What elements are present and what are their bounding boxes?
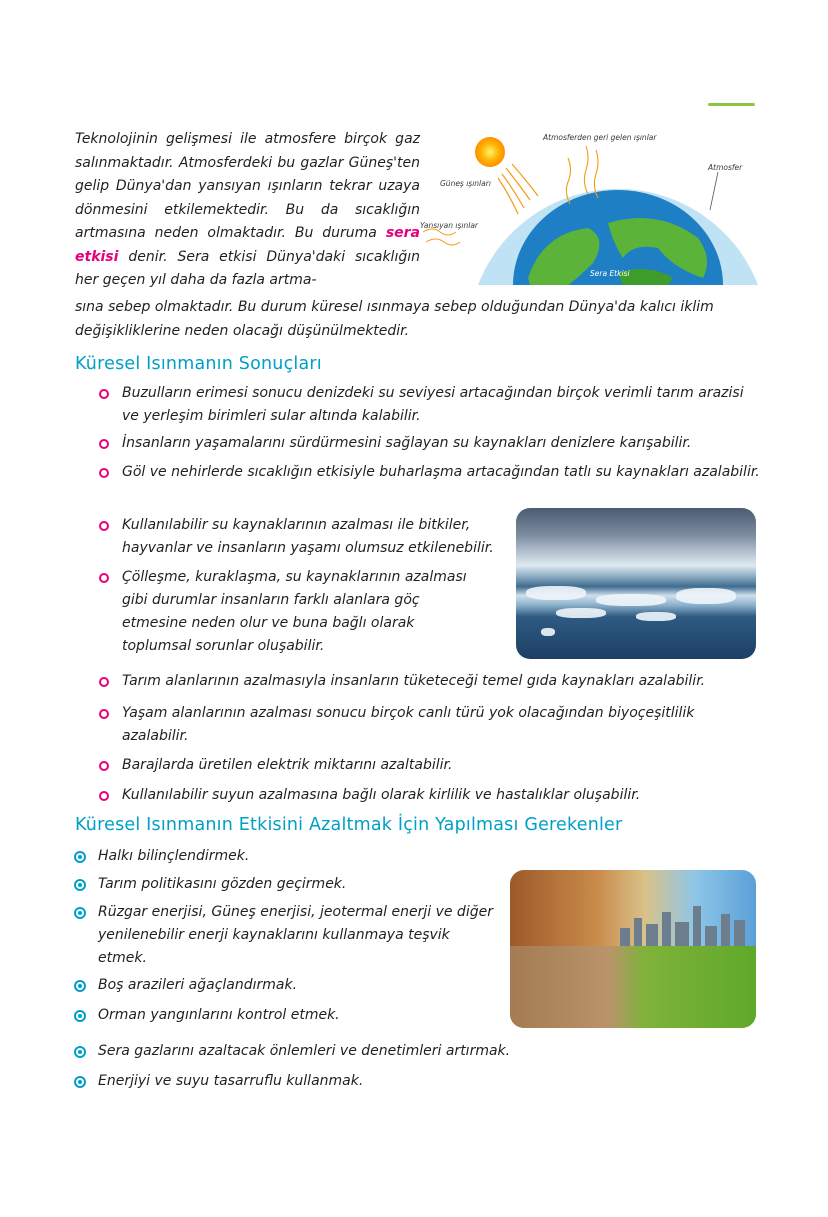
drought-and-city-photo [510, 870, 756, 1028]
consequences-list-middle [122, 514, 510, 664]
consequences-list [122, 382, 762, 509]
consequences-list-bottom [122, 670, 762, 810]
list-item: Buzulların erimesi sonucu denizdeki su seviyesi artacağından birçok verimli tarım arazisi ve yerleşim birimleri sular altında kalabilir. [122, 382, 762, 432]
section-title-consequences: Küresel Isınmanın Sonuçları [75, 354, 322, 374]
label-atmosphere: Atmosfer [708, 163, 743, 172]
list-item: İnsanların yaşamalarını sürdürmesini sağlayan su kaynakları denizlere karışabilir. [122, 432, 762, 461]
list-item: Tarım alanlarının azalmasıyla insanların tüketeceği temel gıda kaynakları azalabilir. [122, 670, 762, 702]
label-reflected-rays: Yansıyan ışınlar [420, 221, 478, 230]
list-item: Çölleşme, kuraklaşma, su kaynaklarının azalması gibi durumlar insanların farklı alanlara göç etmesine neden olur ve buna bağlı olarak toplumsal sorunlar oluşabilir. [122, 566, 510, 664]
list-item: Enerjiyi ve suyu tasarruflu kullanmak. [98, 1070, 758, 1098]
melting-glacier-photo [516, 508, 756, 659]
sera-etkisi-term: sera etkisi [75, 225, 420, 265]
greenhouse-effect-diagram [418, 128, 763, 288]
label-sun-rays: Güneş ışınları [440, 179, 491, 188]
list-item: Rüzgar enerjisi, Güneş enerjisi, jeotermal enerji ve diğer yenilenebilir enerji kaynaklarını kullanmaya teşvik etmek. [98, 901, 496, 974]
list-item: Göl ve nehirlerde sıcaklığın etkisiyle buharlaşma artacağından tatlı su kaynakları azalabilir. [122, 461, 762, 509]
prevention-list [98, 845, 496, 1035]
list-item: Barajlarda üretilen elektrik miktarını azaltabilir. [122, 754, 762, 784]
label-greenhouse: Sera Etkisi [590, 269, 630, 278]
list-item: Tarım politikasını gözden geçirmek. [98, 873, 496, 901]
list-item: Yaşam alanlarının azalması sonucu birçok canlı türü yok olacağından biyoçeşitlilik azalabilir. [122, 702, 762, 754]
label-back-rays: Atmosferden geri gelen ışınlar [543, 133, 657, 142]
list-item: Kullanılabilir suyun azalmasına bağlı olarak kirlilik ve hastalıklar oluşabilir. [122, 784, 762, 810]
decorative-accent-line [708, 103, 755, 106]
sun-icon [475, 137, 505, 167]
list-item: Halkı bilinçlendirmek. [98, 845, 496, 873]
intro-paragraph: Teknolojinin gelişmesi ile atmosfere birçok gaz salınmaktadır. Atmosferdeki bu gazlar Güneş'ten gelip Dünya'dan yansıyan ışınların tekrar uzaya dönmesini etkilemektedir. Bu da sıcaklığın artmasına neden olmaktadır. Bu duruma sera etkisi denir. Sera etkisi Dünya'daki sıcaklığın her geçen yıl daha da fazla artma- [75, 131, 420, 288]
intro-paragraph-continued: sına sebep olmaktadır. Bu durum küresel ısınmaya sebep olduğundan Dünya'da kalıcı iklim değişikliklerine neden olacağı düşünülmektedir. [75, 299, 714, 339]
section-title-prevention: Küresel Isınmanın Etkisini Azaltmak İçin Yapılması Gerekenler [75, 815, 623, 835]
prevention-list-bottom [98, 1040, 758, 1098]
list-item: Sera gazlarını azaltacak önlemleri ve denetimleri artırmak. [98, 1040, 758, 1070]
list-item: Orman yangınlarını kontrol etmek. [98, 1004, 496, 1035]
list-item: Kullanılabilir su kaynaklarının azalması ile bitkiler, hayvanlar ve insanların yaşamı olumsuz etkilenebilir. [122, 514, 510, 566]
list-item: Boş arazileri ağaçlandırmak. [98, 974, 496, 1004]
